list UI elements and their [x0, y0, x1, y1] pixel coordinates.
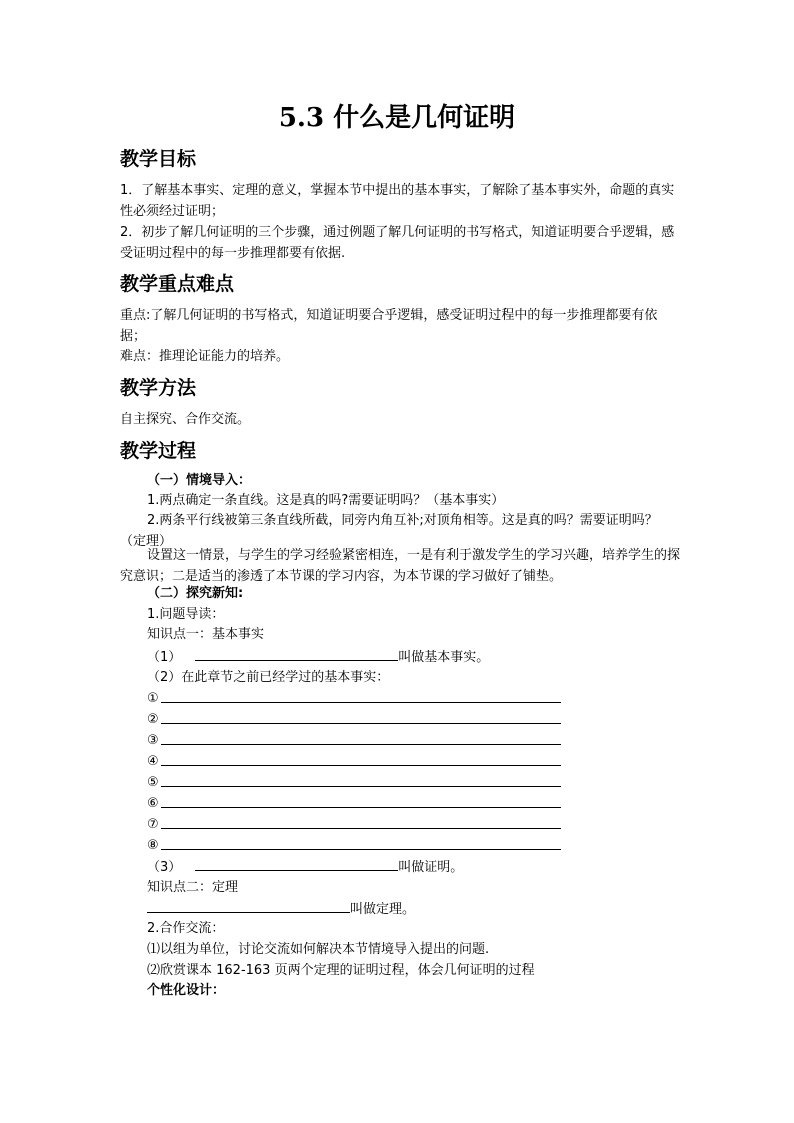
fill-1-blank[interactable] [195, 646, 398, 661]
key-paragraph-1: 重点:了解几何证明的书写格式，知道证明要合乎逻辑，感受证明过程中的每一步推理都要有依据； [120, 308, 658, 344]
fill-3-number: （3） [147, 860, 182, 875]
key-paragraph-2: 难点：推理论证能力的培养。 [120, 349, 290, 364]
goals-paragraph-2: 2．初步了解几何证明的三个步骤，通过例题了解几何证明的书写格式，知道证明要合乎逻辑，感受证明过程中的每一步推理都要有依据. [120, 225, 675, 261]
fill-line-1 [147, 646, 489, 668]
circle-number-4: ④ [147, 754, 159, 769]
answer-line-7[interactable] [161, 828, 561, 829]
heading-goals: 教学目标 [120, 148, 197, 170]
question-2: 2.两条平行线被第三条直线所截，同旁内角互补;对顶角相等。这是真的吗？需要证明吗？（定理） [120, 513, 658, 549]
fill-3-tail: 叫做证明。 [398, 860, 464, 875]
answer-line-4[interactable] [161, 765, 561, 766]
guide-label: 1.问题导读： [147, 607, 225, 622]
answer-line-5[interactable] [161, 786, 561, 787]
page-title: 5.3 什么是几何证明 [278, 103, 516, 133]
heading-key-points: 教学重点难点 [120, 273, 235, 295]
fill-3-blank[interactable] [195, 856, 398, 871]
answer-line-3[interactable] [161, 744, 561, 745]
fill-line-2: （2）在此章节之前已经学过的基本事实： [147, 670, 390, 685]
circle-number-2: ② [147, 712, 159, 727]
cooperation-label: 2.合作交流： [147, 921, 225, 936]
knowledge-point-2: 知识点二：定理 [147, 880, 239, 895]
cooperation-item-2: ⑵欣赏课本 162-163 页两个定理的证明过程，体会几何证明的过程 [147, 963, 535, 978]
circle-number-6: ⑥ [147, 796, 159, 811]
circle-number-5: ⑤ [147, 775, 159, 790]
intro-paragraph: 设置这一情景，与学生的学习经验紧密相连，一是有利于激发学生的学习兴趣，培养学生的探究意识；二是适当的渗透了本节课的学习内容，为本节课的学习做好了铺垫。 [120, 548, 681, 584]
circle-number-8: ⑧ [147, 838, 159, 853]
circle-number-3: ③ [147, 733, 159, 748]
fill-line-3 [147, 856, 463, 878]
circle-number-7: ⑦ [147, 817, 159, 832]
knowledge-point-1: 知识点一：基本事实 [147, 627, 265, 642]
answer-line-2[interactable] [161, 723, 561, 724]
goals-paragraph-1: 1．了解基本事实、定理的意义，掌握本节中提出的基本事实，了解除了基本事实外，命题的真实性必须经过证明； [120, 183, 675, 219]
cooperation-item-1: ⑴以组为单位，讨论交流如何解决本节情境导入提出的问题. [147, 942, 490, 957]
answer-line-8[interactable] [161, 849, 561, 850]
fill-4-blank[interactable] [147, 898, 350, 913]
heading-method: 教学方法 [120, 377, 197, 399]
circle-number-1: ① [147, 691, 159, 706]
fill-1-tail: 叫做基本事实。 [398, 650, 490, 665]
answer-line-6[interactable] [161, 807, 561, 808]
fill-4-tail: 叫做定理。 [350, 902, 416, 917]
part2-heading: （二）探究新知: [147, 586, 244, 601]
heading-process: 教学过程 [120, 440, 197, 462]
method-paragraph: 自主探究、合作交流。 [120, 412, 251, 427]
part1-heading: （一）情境导入： [147, 473, 252, 488]
fill-line-4 [147, 898, 415, 920]
question-1: 1.两点确定一条直线。这是真的吗?需要证明吗？（基本事实） [147, 493, 505, 508]
answer-line-1[interactable] [161, 702, 561, 703]
personalized-design-label: 个性化设计： [147, 983, 226, 998]
fill-1-number: （1） [147, 650, 182, 665]
